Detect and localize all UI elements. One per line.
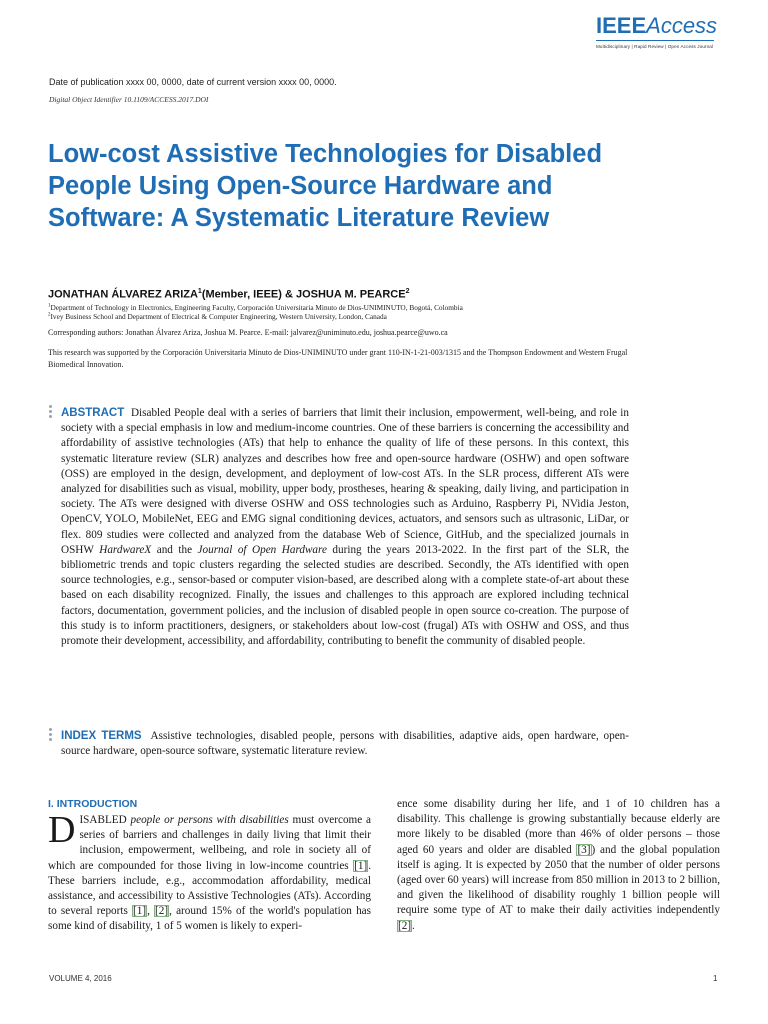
intro-text-2: . These barriers include, e.g., accommodation affordability, medical assistance, and accessibility to Assistive Technologies (ATs). According to several reports bbox=[48, 859, 371, 918]
intro-smallcaps: ISABLED bbox=[79, 814, 127, 826]
index-terms-label: INDEX TERMS bbox=[61, 730, 142, 742]
intro-text-4: ence some disability during her life, and 1 of 10 children has a disability. This challenge is growing substantially because elderly are more likely to be disabled (more than 46% of older persons – those aged 60 years and older are disabled bbox=[397, 798, 720, 856]
footer-page-number: 1 bbox=[713, 974, 718, 983]
intro-text-3: , around 15% of the world's population has some kind of disability, 1 of 5 women is likely to experi- bbox=[48, 905, 371, 933]
funding-note: This research was supported by the Corporación Universitaria Minuto de Dios-UNIMINUTO under grant 110-IN-1-21-003/1315 and the Thompson Endowment and Western Frugal Biomedical Innovation. bbox=[48, 348, 628, 369]
footer-volume: VOLUME 4, 2016 bbox=[49, 974, 112, 983]
citation-link[interactable]: [2] bbox=[155, 905, 169, 918]
affiliation-2 bbox=[48, 312, 387, 321]
logo-access-text: Access bbox=[646, 13, 718, 38]
intro-text-1: must overcome a series of barriers and challenges in daily living that limit their inclusion, empowerment, wellbeing, and role in society all of which are compounded for those living in low-income countries bbox=[48, 814, 371, 872]
affiliation-2-mark: 2 bbox=[48, 312, 51, 318]
abstract-journal-1: HardwareX bbox=[99, 543, 152, 556]
abstract-journal-2: Journal of Open Hardware bbox=[197, 543, 327, 556]
drop-cap: D bbox=[48, 809, 76, 851]
index-terms-dots-icon bbox=[48, 728, 53, 743]
body-column-right bbox=[397, 797, 720, 934]
citation-separator: , bbox=[147, 905, 155, 918]
doi-line: Digital Object Identifier 10.1109/ACCESS.2017.DOI bbox=[49, 95, 209, 104]
abstract-label: ABSTRACT bbox=[61, 407, 125, 419]
logo-tagline: Multidisciplinary | Rapid Review | Open Access Journal bbox=[596, 44, 714, 49]
abstract-dots-icon bbox=[48, 405, 53, 420]
abstract-text-1: Disabled People deal with a series of barriers that limit their inclusion, empowerment, well-being, and role in society with a special emphasis in low and medium-income countries. One of these barriers is concerning the accessibility and affordability of assistive technologies (ATs) that help to enhance the quality of life of these persons. In this context, this systematic literature review (SLR) analyzes and describes how free and open-source hardware (OSHW) and open software (OSS) are employed in the design, development, and deployment of low-cost ATs. In the SLR process, different ATs were analyzed for disabilities such as visual, mobility, upper body, prostheses, hearing & speaking, daily living, and participation in society. The ATs were designed with diverse OSHW and OSS technologies such as Arduino, Raspberry Pi, NVidia Jeston, OpenCV, YOLO, MobileNet, EEG and EMG signal conditioning devices, actuators, and sensors such as ultrasonic, LiDar, or flex. 809 studies were collected and analyzed from the database Web of Science, GitHub, and the specialized journals in OSHW bbox=[61, 407, 629, 556]
author-2-affiliation-mark: 2 bbox=[405, 288, 410, 295]
intro-italic: people or persons with disabilities bbox=[130, 814, 289, 826]
publication-date: Date of publication xxxx 00, 0000, date of current version xxxx 00, 0000. bbox=[49, 77, 337, 87]
corresponding-authors: Corresponding authors: Jonathan Álvarez Ariza, Joshua M. Pearce. E-mail: jalvarez@uniminuto.edu, joshua.pearce@uwo.ca bbox=[48, 328, 448, 337]
citation-link[interactable]: [3] bbox=[577, 843, 591, 856]
index-terms bbox=[61, 729, 629, 759]
journal-logo bbox=[596, 14, 720, 49]
citation-link[interactable]: [1] bbox=[133, 905, 147, 918]
affiliation-1-text: Department of Technology in Electronics, Engineering Faculty, Corporación Universitaria Minuto de Dios-UNIMINUTO, Bogotá, Colombia bbox=[50, 303, 463, 312]
body-column-left bbox=[48, 809, 371, 935]
author-line bbox=[48, 288, 409, 301]
citation-link[interactable]: [2] bbox=[398, 919, 412, 932]
logo-rule bbox=[596, 40, 714, 41]
author-1-name: JONATHAN ÁLVAREZ ARIZA bbox=[48, 288, 198, 301]
paper-title: Low-cost Assistive Technologies for Disabled People Using Open-Source Hardware and Software: A Systematic Literature Review bbox=[48, 140, 603, 232]
index-terms-text: Assistive technologies, disabled people, persons with disabilities, adaptive aids, open hardware, open-source hardware, open-source software, systematic literature review. bbox=[61, 730, 629, 758]
abstract-text-and: and the bbox=[151, 543, 198, 556]
logo-ieee-text: IEEE bbox=[596, 13, 647, 38]
intro-text-5: ) and the global population itself is aging. It is expected by 2050 that the number of older persons (aged over 60 years) will increase from 850 million in 2013 to 2 billion, and given the likelihood of disability roughly 1 billion people will require some type of AT to make their daily activities independently bbox=[397, 843, 720, 917]
affiliation-2-text: Ivey Business School and Department of Electrical & Computer Engineering, Western University, London, Canada bbox=[50, 312, 387, 321]
section-heading-introduction: I. INTRODUCTION bbox=[48, 798, 138, 810]
affiliation-1 bbox=[48, 303, 463, 312]
abstract bbox=[61, 406, 629, 649]
affiliation-1-mark: 1 bbox=[48, 303, 51, 309]
intro-text-6: . bbox=[412, 919, 415, 932]
citation-link[interactable]: [1] bbox=[354, 859, 368, 872]
abstract-text-2: during the years 2013-2022. In the first part of the SLR, the bibliometric trends and topic clusters regarding the selected studies are described. Secondly, the ATs identified with open source technologies, e.g., sensor-based or computer vision-based, are described along with a complete state-of-art about these based on each disability recognized. Finally, the issues and challenges to this approach are explored including technical factors, documentation, government policies, and the inclusion of disabled people in open source co-creation. The purpose of this study is to inform practitioners, designers, or stakeholders about low-cost (frugal) ATs with OSHW and OSS, and thus promote their development, accessibility, and affordability, contributing to benefit the community of disabled people. bbox=[61, 543, 629, 648]
author-1-affiliation-mark: 1 bbox=[197, 288, 202, 295]
author-2-name: (Member, IEEE) & JOSHUA M. PEARCE bbox=[201, 288, 406, 301]
